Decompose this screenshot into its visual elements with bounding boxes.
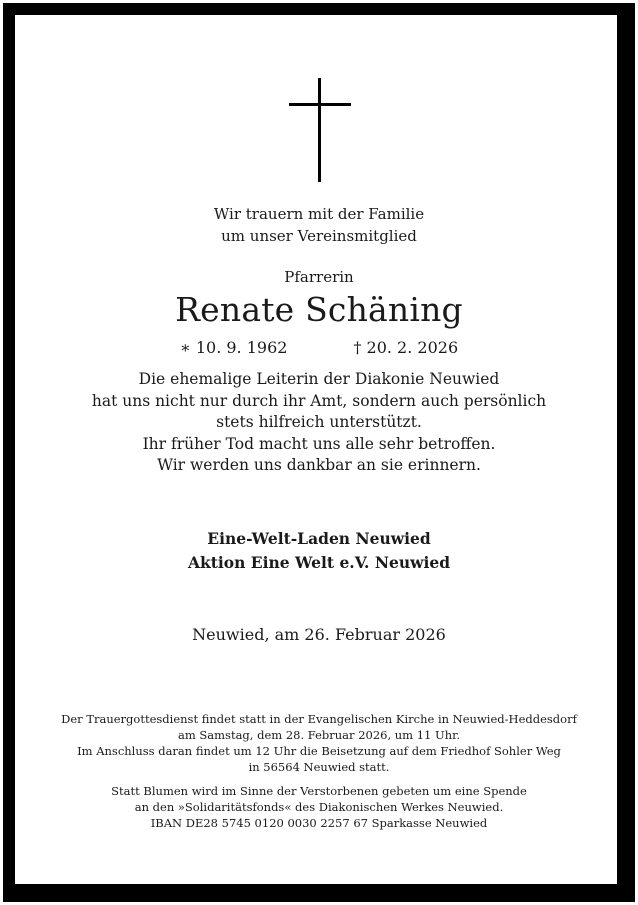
cross-icon — [289, 78, 351, 182]
place-date: Neuwied, am 26. Februar 2026 — [192, 625, 446, 644]
tribute-line-2: hat uns nicht nur durch ihr Amt, sondern auch persönlich — [91, 391, 547, 410]
signatory-1: Eine-Welt-Laden Neuwied — [207, 529, 431, 548]
service-line-4: in 56564 Neuwied statt. — [248, 760, 390, 774]
death-date: † 20. 2. 2026 — [353, 338, 459, 357]
service-line-2: am Samstag, dem 28. Februar 2026, um 11 Uhr. — [177, 728, 461, 742]
service-line-3: Im Anschluss daran findet um 12 Uhr die Beisetzung auf dem Friedhof Sohler Weg — [77, 744, 561, 758]
service-line-1: Der Trauergottesdienst findet statt in der Evangelischen Kirche in Neuwied-Heddesdorf — [61, 712, 577, 726]
tribute-line-5: Wir werden uns dankbar an sie erinnern. — [157, 456, 481, 474]
tribute-line-4: Ihr früher Tod macht uns alle sehr betroffen. — [142, 434, 496, 453]
intro-line-1: Wir trauern mit der Familie — [213, 205, 425, 223]
birth-date: ∗ 10. 9. 1962 — [179, 338, 288, 357]
donation-line-1: Statt Blumen wird im Sinne der Verstorbenen gebeten um eine Spende — [111, 784, 527, 798]
person-title: Pfarrerin — [284, 268, 354, 286]
life-dates — [0, 338, 638, 357]
tribute-line-3: stets hilfreich unterstützt. — [216, 413, 422, 431]
signatory-2: Aktion Eine Welt e.V. Neuwied — [187, 553, 451, 572]
donation-line-2: an den »Solidaritätsfonds« des Diakonischen Werkes Neuwied. — [134, 800, 504, 814]
donation-line-3: IBAN DE28 5745 0120 0030 2257 67 Sparkasse Neuwied — [150, 816, 488, 830]
person-name: Renate Schäning — [175, 290, 463, 329]
tribute-line-1: Die ehemalige Leiterin der Diakonie Neuwied — [138, 370, 500, 388]
intro-line-2: um unser Vereinsmitglied — [221, 227, 417, 245]
